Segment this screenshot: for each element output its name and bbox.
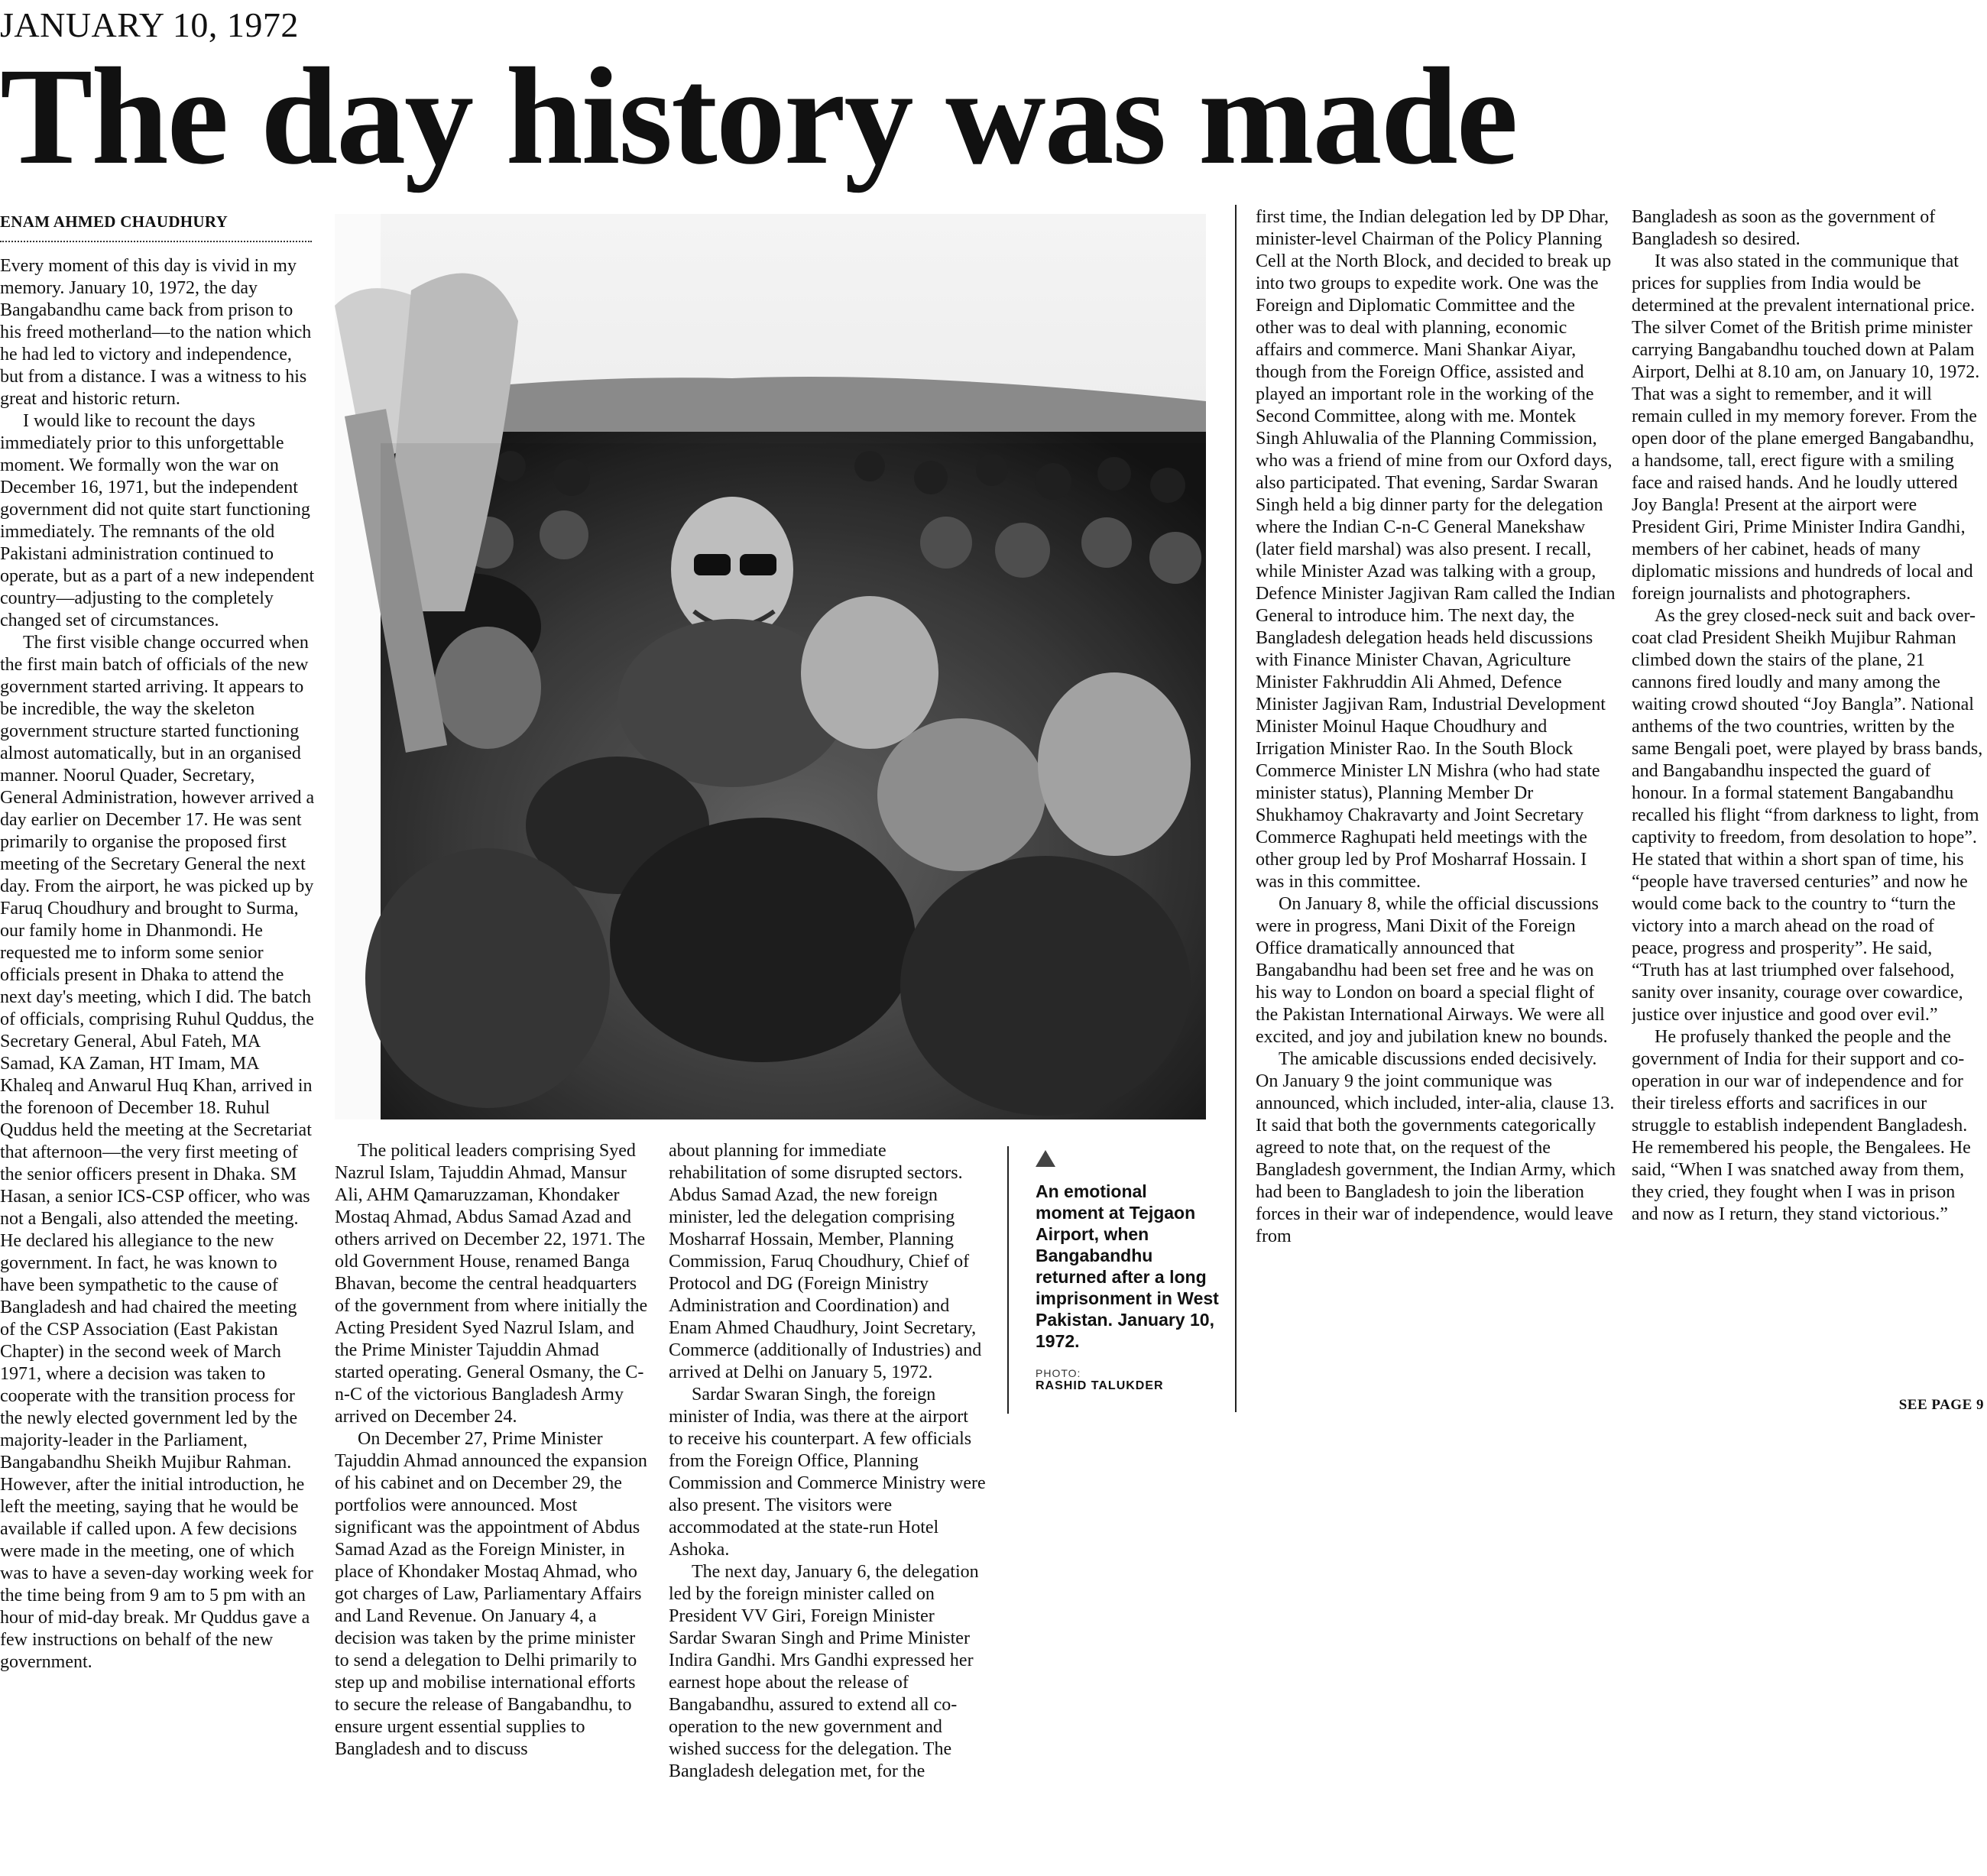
article-date: JANUARY 10, 1972 <box>0 5 299 44</box>
paragraph: The next day, January 6, the delegation led by the foreign minister called on President VV Giri, Foreign Minister Sardar Swaran Singh and Prime Minister Indira Gandhi. Mrs Gandhi expressed her earnest hope about the release of Bangabandhu, assured to extend all co-operation to the new government and wished success for the delegation. The Bangladesh delegation met, for the <box>669 1562 979 1781</box>
news-photo <box>335 214 1206 1119</box>
paragraph: Sardar Swaran Singh, the foreign minister of India, was there at the airport to receive his counterpart. A few officials from the Foreign Office, Planning Commission and Commerce Ministry were also present. The visitors were accommodated at the state-run Hotel Ashoka. <box>669 1385 986 1560</box>
caption-text: An emotional moment at Tejgaon Airport, when Bangabandhu returned after a long imprisonment in West Pakistan. January 10, 1972. <box>1036 1181 1219 1351</box>
article-column-5 <box>1256 206 1616 1410</box>
paragraph: He profusely thanked the people and the government of India for their support and co-operation in our war of independence and for their tireless efforts and sacrifices in our struggle to establish independent Bangladesh. He remembered his people, the Bengalees. He said, “When I was snatched away from them, they cried, they fought when I was in prison and now as I return, they stand victorious.” <box>1632 1027 1971 1224</box>
paragraph: As the grey closed-neck suit and back over-coat clad President Sheikh Mujibur Rahman climbed down the stairs of the plane, 21 cannons fired loudly and many among the waiting crowd shouted “Joy Bangla”. National anthems of the two countries, written by the same Bengali poet, were played by brass bands, and Bangabandhu inspected the guard of honour. In a formal statement Bangabandhu recalled his flight “from darkness to light, from captivity to freedom, from desolation to hope”. He stated that within a short span of time, his “people have traversed centuries” and now he would come back to the country to “turn the victory into a march ahead on the road of peace, progress and prosperity”. He said, “Truth has at last triumphed over falsehood, sanity over insanity, courage over cowardice, justice over injustice and good over evil.” <box>1632 606 1983 1025</box>
photo-caption <box>1036 1150 1219 1393</box>
continuation-link[interactable]: SEE PAGE 9 <box>1898 1397 1984 1413</box>
caption-pointer-icon <box>1036 1150 1055 1167</box>
paragraph: On January 8, while the official discussions were in progress, Mani Dixit of the Foreign Office dramatically announced that Bangabandhu had been set free and he was on his way to London on board a special flight of the Pakistan International Airways. We were all excited, and joy and jubilation knew no bounds. <box>1256 894 1608 1047</box>
photo-credit-name: RASHID TALUKDER <box>1036 1379 1164 1392</box>
paragraph: It was also stated in the communique that prices for supplies from India would be determined at the prevalent international price. The silver Comet of the British prime minister carrying Bangabandhu touched down at Palam Airport, Delhi at 8.10 am, on January 10, 1972. That was a sight to remember, and it will remain culled in my memory forever. From the open door of the plane emerged Bangabandhu, a handsome, tall, erect figure with a smiling face and raised hands. And he loudly uttered Joy Bangla! Present at the airport were President Giri, Prime Minister Indira Gandhi, members of her cabinet, heads of many diplomatic missions and hundreds of local and foreign journalists and photographers. <box>1632 251 1980 604</box>
paragraph: Bangladesh as soon as the government of Bangladesh so desired. <box>1632 207 1936 249</box>
paragraph: I would like to recount the days immediately prior to this unforgettable moment. We formally won the war on December 16, 1971, but the independent government did not quite start functioning immediately. The remnants of the old Pakistani administration continued to operate, but as a part of a new independent country—adjusting to the completely changed set of circumstances. <box>0 411 315 630</box>
article-column-6 <box>1632 206 1985 1418</box>
headline: The day history was made <box>0 40 1517 193</box>
paragraph: The amicable discussions ended decisively. On January 9 the joint communique was announced, which included, inter-alia, clause 13. It said that both the governments categorically agreed to note that, on the request of the Bangladesh government, the Indian Army, which had been to Bangladesh to join the liberation forces in their war of independence, would leave from <box>1256 1049 1616 1246</box>
paragraph: The first visible change occurred when the first main batch of officials of the new government started arriving. It appears to be incredible, the way the skeleton government structure started functioning almost automatically, but in an organised manner. Noorul Quader, Secretary, General Administration, however arrived a day earlier on December 17. He was sent primarily to organise the proposed first meeting of the Secretary General the next day. From the airport, he was picked up by Faruq Choudhury and brought to Surma, our family home in Dhanmondi. He requested me to inform some senior officials present in Dhaka to attend the next day's meeting, which I did. The batch of officials, comprising Ruhul Quddus, the Secretary General, Abul Fateh, MA Samad, KA Zaman, HT Imam, MA Khaleq and Anwarul Huq Khan, arrived in the forenoon of December 18. Ruhul Quddus held the meeting at the Secretariat that afternoon—the very first meeting of the senior officers present in Dhaka. SM Hasan, a senior ICS-CSP officer, who was not a Bengali, also attended the meeting. He declared his allegiance to the new government. In fact, he was known to have been sympathetic to the cause of Bangladesh and had chaired the meeting of the CSP Association (East Pakistan Chapter) in the second week of March 1971, where a decision was taken to cooperate with the transition process for the newly elected government led by the majority-leader in the Parliament, Bangabandhu Sheikh Mujibur Rahman. However, after the initial introduction, he left the meeting, saying that he would be available if called upon. A few decisions were made in the meeting, one of which was to have a seven-day working week for the time being from 9 am to 5 pm with an hour of mid-day break. Mr Quddus gave a few instructions on behalf of the new government. <box>0 633 315 1672</box>
paragraph: Every moment of this day is vivid in my memory. January 10, 1972, the day Bangabandhu came back from prison to his freed motherland—to the nation which he had led to victory and independence, but from a distance. I was a witness to his great and historic return. <box>0 256 312 409</box>
byline: ENAM AHMED CHAUDHURY <box>0 212 312 242</box>
paragraph: about planning for immediate rehabilitation of some disrupted sectors. Abdus Samad Azad, the new foreign minister, led the delegation comprising Mosharraf Hossain, Member, Planning Commission, Faruq Choudhury, Chief of Protocol and DG (Foreign Ministry Administration and Coordination) and Enam Ahmed Chaudhury, Joint Secretary, Commerce (additionally of Industries) and arrived at Delhi on January 5, 1972. <box>669 1141 982 1382</box>
article-column-1 <box>0 255 315 1874</box>
paragraph: first time, the Indian delegation led by DP Dhar, minister-level Chairman of the Policy Planning Cell at the North Block, and decided to break up into two groups to expedite work. One was the Foreign and Diplomatic Committee and the other was to deal with planning, economic affairs and commerce. Mani Shankar Aiyar, though from the Foreign Office, assisted and played an important role in the working of the Second Committee, along with me. Montek Singh Ahluwalia of the Planning Commission, who was a friend of mine from our Oxford days, also participated. That evening, Sardar Swaran Singh held a big dinner party for the delegation where the Indian C-n-C General Manekshaw (later field marshal) was also present. I recall, while Minister Azad was talking with a group, Defence Minister Jagjivan Ram called the Indian General to introduce him. The next day, the Bangladesh delegation heads held discussions with Finance Minister Chavan, Agriculture Minister Fakhruddin Ali Ahmed, Defence Minister Jagjivan Ram, Industrial Development Minister Moinul Haque Choudhury and Irrigation Minister Rao. In the South Block Commerce Minister LN Mishra (who had state minister status), Planning Member Dr Shukhamoy Chakravarty and Joint Secretary Commerce Raghupati held meetings with the other group led by Prof Mosharraf Hossain. I was in this committee. <box>1256 207 1616 892</box>
article-column-3 <box>669 1140 986 1874</box>
photo-credit-label: PHOTO: <box>1036 1367 1081 1379</box>
paragraph: On December 27, Prime Minister Tajuddin Ahmad announced the expansion of his cabinet and on December 29, the portfolios were announced. Most significant was the appointment of Abdus Samad Azad as the Foreign Minister, in place of Khondaker Mostaq Ahmad, who got charges of Law, Parliamentary Affairs and Land Revenue. On January 4, a decision was taken by the prime minister to send a delegation to Delhi primarily to step up and mobilise international efforts to secure the release of Bangabandhu, to ensure urgent essential supplies to Bangladesh and to discuss <box>335 1429 647 1759</box>
article-column-2 <box>335 1140 652 1874</box>
column-divider <box>1235 205 1237 1412</box>
caption-divider <box>1007 1146 1009 1414</box>
paragraph: The political leaders comprising Syed Nazrul Islam, Tajuddin Ahmad, Mansur Ali, AHM Qamaruzzaman, Khondaker Mostaq Ahmad, Abdus Samad Azad and others arrived on December 22, 1971. The old Government House, renamed Banga Bhavan, become the central headquarters of the government from where initially the Acting President Syed Nazrul Islam, and the Prime Minister Tajuddin Ahmad started operating. General Osmany, the C-n-C of the victorious Bangladesh Army arrived on December 24. <box>335 1141 648 1427</box>
